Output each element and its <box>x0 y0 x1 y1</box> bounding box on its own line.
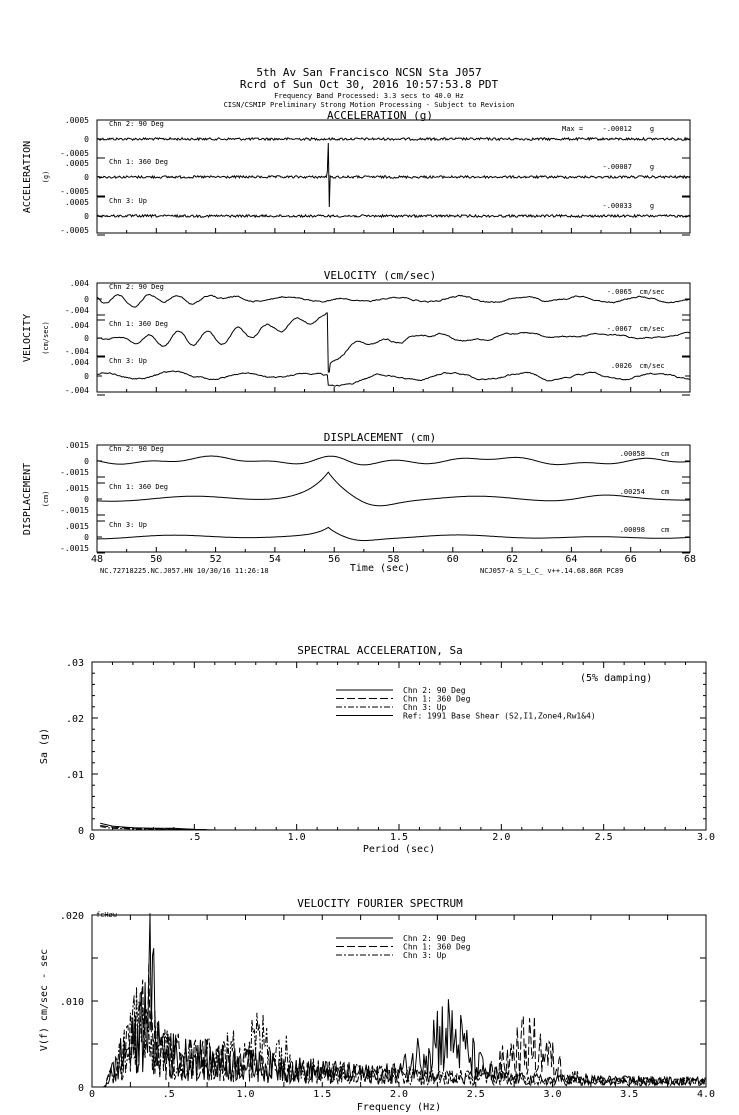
x-tick-label: 50 <box>150 554 163 565</box>
y-tick-label: .0015 <box>64 522 89 531</box>
x-tick-label: .5 <box>188 832 201 843</box>
y-tick-label: -.0015 <box>60 544 89 553</box>
y-tick-label: 0 <box>84 372 89 381</box>
sa-xlabel: Period (sec) <box>362 844 436 855</box>
peak-unit: g <box>649 125 655 133</box>
x-tick-label: 1.5 <box>313 1089 332 1100</box>
x-tick-label: .5 <box>162 1089 175 1100</box>
fourier-title: VELOCITY FOURIER SPECTRUM <box>297 897 463 910</box>
y-tick-label: -.0005 <box>60 187 89 196</box>
peak-unit: cm <box>660 450 670 458</box>
y-tick-label: -.004 <box>64 386 89 395</box>
trace-1-0 <box>97 294 690 307</box>
channel-label: Chn 2: 90 Deg <box>109 283 164 291</box>
peak-value: -.0067 <box>606 325 632 333</box>
x-tick-label: 62 <box>506 554 519 565</box>
footer-left: NC.72718225.NC.J057.HN 10/30/16 11:26:18 <box>100 567 269 575</box>
y-tick-label: 0 <box>77 1083 84 1094</box>
y-tick-label: .03 <box>65 658 84 669</box>
trace-2-1 <box>97 472 690 506</box>
x-tick-label: 0 <box>88 832 96 843</box>
station-title: 5th Av San Francisco NCSN Sta J057 <box>256 66 482 79</box>
fourier-series <box>100 987 705 1087</box>
y-tick-label: .0015 <box>64 484 89 493</box>
peak-value: .0026 <box>610 362 632 370</box>
x-tick-label: 2.0 <box>492 832 511 843</box>
channel-label: Chn 3: Up <box>109 357 147 365</box>
trace-1-2 <box>97 371 690 386</box>
y-tick-label: -.004 <box>64 306 89 315</box>
y-tick-label: -.0005 <box>60 226 89 235</box>
x-tick-label: 2.5 <box>466 1089 485 1100</box>
acceleration-title: ACCELERATION (g) <box>327 109 433 122</box>
notice-text: CISN/CSMIP Preliminary Strong Motion Processing - Subject to Revision <box>223 101 515 109</box>
channel-label: Chn 1: 360 Deg <box>109 483 169 491</box>
y-tick-label: .0005 <box>64 159 89 168</box>
peak-value: -.00033 <box>602 202 632 210</box>
channel-label: Chn 1: 360 Deg <box>109 158 169 166</box>
x-tick-label: 54 <box>268 554 281 565</box>
y-tick-label: -.0015 <box>60 468 89 477</box>
peak-unit: g <box>649 202 655 210</box>
velocity-yunit: (cm/sec) <box>42 321 50 355</box>
trace-2-0 <box>97 456 690 465</box>
x-tick-label: 3.5 <box>620 1089 639 1100</box>
peak-value: -.00087 <box>602 163 632 171</box>
legend-label: Chn 3: Up <box>403 703 447 712</box>
legend-label: Chn 3: Up <box>403 951 447 960</box>
y-tick-label: 0 <box>84 135 89 144</box>
y-tick-label: .004 <box>69 321 89 330</box>
legend-label: Ref: 1991 Base Shear (S2,I1,Zone4,Rw1&4) <box>403 711 596 721</box>
x-tick-label: 1.0 <box>287 832 306 843</box>
y-tick-label: 0 <box>84 533 89 542</box>
acceleration-ylabel: ACCELERATION <box>22 140 33 214</box>
sa-frame <box>92 662 706 830</box>
y-tick-label: -.0005 <box>60 149 89 158</box>
trace-0-2 <box>97 215 690 217</box>
y-tick-label: 0 <box>84 495 89 504</box>
footer-right: NCJ057-A S_L_C_ v++.14.68.86R PC89 <box>480 567 624 575</box>
x-tick-label: 2.0 <box>389 1089 409 1100</box>
channel-label: Chn 2: 90 Deg <box>109 445 164 453</box>
displacement-title: DISPLACEMENT (cm) <box>323 431 437 444</box>
x-tick-label: 68 <box>683 554 697 565</box>
y-tick-label: .0015 <box>64 441 89 450</box>
x-tick-label: 64 <box>565 554 578 565</box>
time-axis-label: Time (sec) <box>349 563 411 574</box>
sa-title: SPECTRAL ACCELERATION, Sa <box>297 644 463 657</box>
y-tick-label: .010 <box>59 997 84 1008</box>
trace-2-2 <box>97 527 690 540</box>
channel-label: Chn 1: 360 Deg <box>109 320 169 328</box>
fourier-xlabel: Frequency (Hz) <box>356 1102 442 1113</box>
peak-value: -.00012 <box>602 125 632 133</box>
x-tick-label: 0 <box>88 1089 96 1100</box>
peak-unit: cm/sec <box>639 325 665 333</box>
peak-unit: g <box>649 163 655 171</box>
x-tick-label: 3.0 <box>696 832 716 843</box>
sa-ylabel: Sa (g) <box>39 727 50 765</box>
legend-label: Chn 1: 360 Deg <box>403 942 471 952</box>
y-tick-label: .020 <box>59 911 84 922</box>
peak-value: .00254 <box>619 488 645 496</box>
trace-0-1 <box>97 143 690 207</box>
displacement-ylabel: DISPLACEMENT <box>22 462 33 536</box>
peak-unit: cm <box>660 526 670 534</box>
acceleration-yunit: (g) <box>42 170 50 184</box>
x-tick-label: 1.0 <box>236 1089 255 1100</box>
channel-label: Chn 2: 90 Deg <box>109 120 164 128</box>
peak-unit: cm/sec <box>639 288 665 296</box>
legend-label: Chn 2: 90 Deg <box>403 686 466 695</box>
x-tick-label: 60 <box>446 554 459 565</box>
y-tick-label: 0 <box>84 457 89 466</box>
legend-label: Chn 2: 90 Deg <box>403 934 466 943</box>
fourier-frame <box>92 915 706 1087</box>
max-prefix: Max = <box>562 125 584 133</box>
x-tick-label: 66 <box>624 554 637 565</box>
x-tick-label: 52 <box>209 554 222 565</box>
y-tick-label: .0005 <box>64 116 89 125</box>
peak-value: -.0065 <box>606 288 632 296</box>
channel-label: Chn 3: Up <box>109 197 147 205</box>
x-tick-label: 3.0 <box>543 1089 562 1100</box>
x-tick-label: 1.5 <box>389 832 409 843</box>
velocity-ylabel: VELOCITY <box>22 313 33 363</box>
y-tick-label: 0 <box>77 826 84 837</box>
peak-value: .00058 <box>619 450 645 458</box>
panel-frame <box>97 445 690 552</box>
peak-unit: cm <box>660 488 670 496</box>
x-tick-label: 48 <box>90 554 104 565</box>
x-tick-label: 4.0 <box>696 1089 716 1100</box>
y-tick-label: .004 <box>69 358 89 367</box>
x-tick-label: 2.5 <box>594 832 613 843</box>
channel-label: Chn 3: Up <box>109 521 147 529</box>
legend-label: Chn 1: 360 Deg <box>403 694 471 704</box>
fourier-corner-label: fcHøw <box>96 911 118 919</box>
y-tick-label: -.004 <box>64 347 89 356</box>
y-tick-label: -.0015 <box>60 506 89 515</box>
y-tick-label: 0 <box>84 295 89 304</box>
damping-note: (5% damping) <box>580 673 653 684</box>
record-title: Rcrd of Sun Oct 30, 2016 10:57:53.8 PDT <box>239 78 499 91</box>
peak-unit: cm/sec <box>639 362 665 370</box>
x-tick-label: 58 <box>387 554 400 565</box>
displacement-yunit: (cm) <box>42 490 50 508</box>
fourier-ylabel: V(f) cm/sec - sec <box>39 948 50 1052</box>
band-text: Frequency Band Processed: 3.3 secs to 40.0 Hz <box>274 92 464 100</box>
peak-value: .00098 <box>619 526 645 534</box>
y-tick-label: .01 <box>65 770 84 781</box>
y-tick-label: .02 <box>65 714 84 725</box>
y-tick-label: 0 <box>84 334 89 343</box>
y-tick-label: 0 <box>84 212 89 221</box>
x-tick-label: 56 <box>328 554 341 565</box>
trace-0-0 <box>97 138 690 140</box>
y-tick-label: .0005 <box>64 198 89 207</box>
y-tick-label: 0 <box>84 173 89 182</box>
trace-1-1 <box>97 313 690 372</box>
velocity-title: VELOCITY (cm/sec) <box>323 269 437 282</box>
y-tick-label: .004 <box>69 279 89 288</box>
